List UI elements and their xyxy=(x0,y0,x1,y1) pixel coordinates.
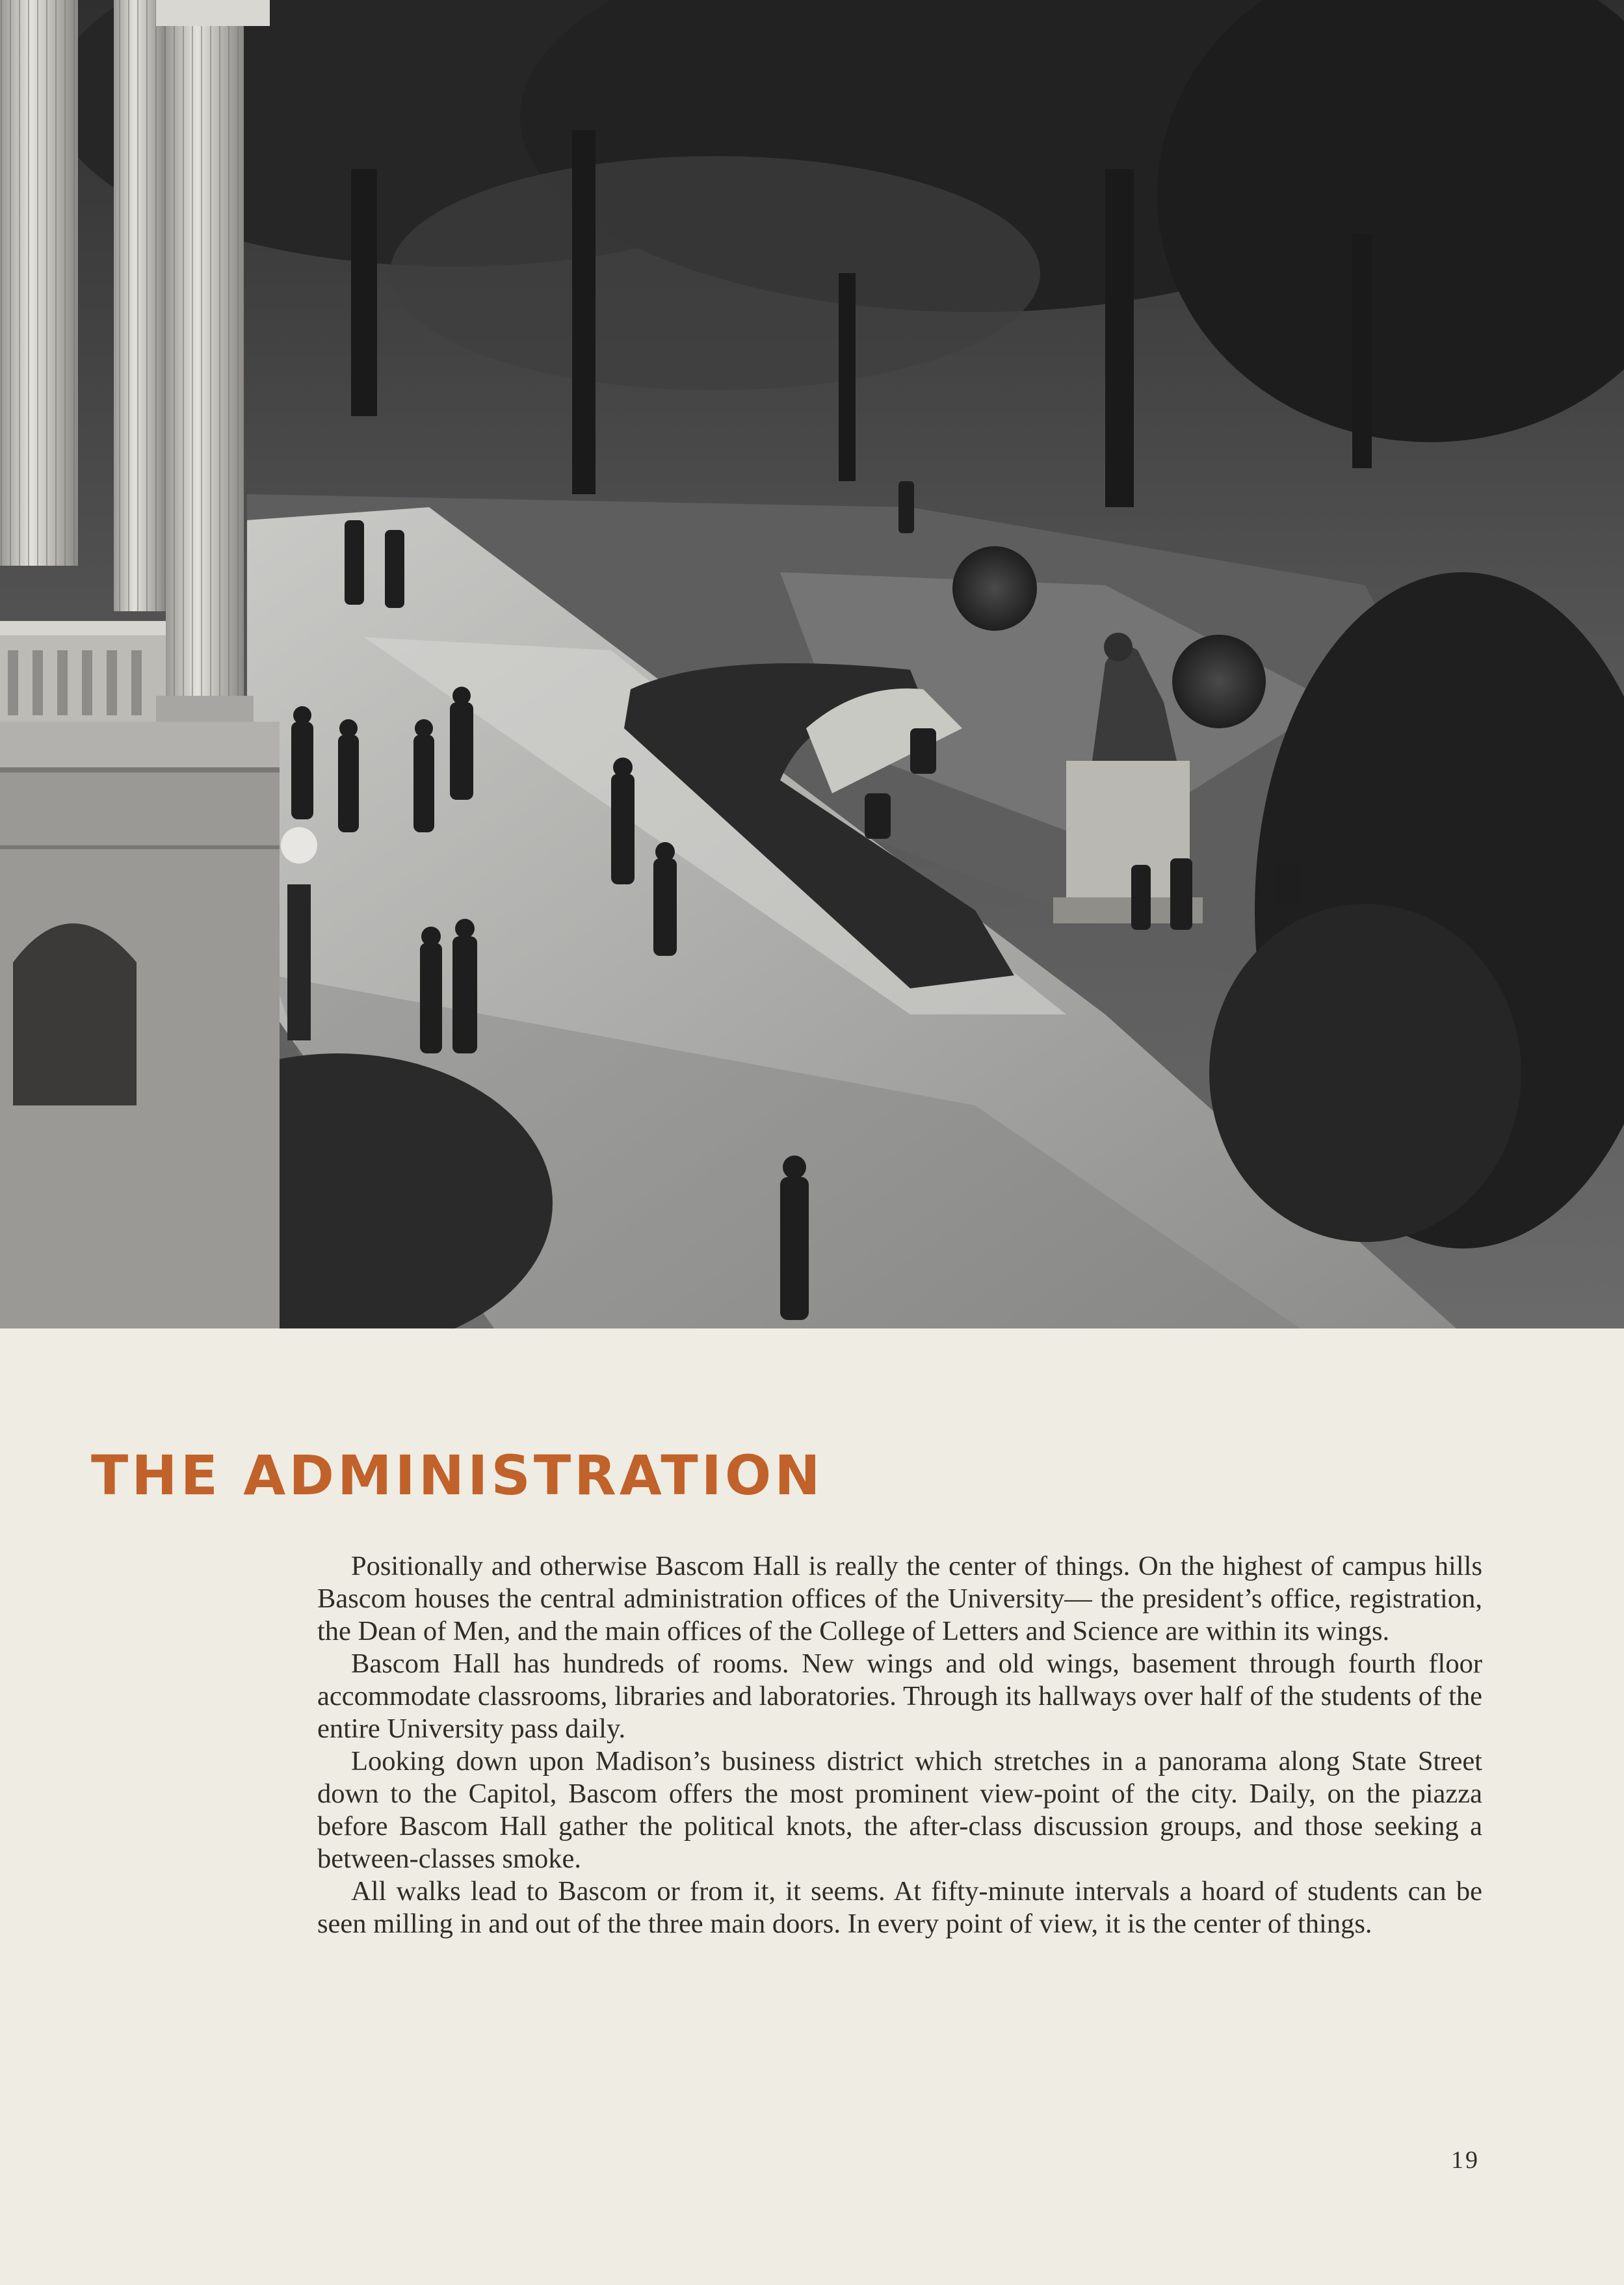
paragraph: All walks lead to Bascom or from it, it seems. At fifty-minute intervals a hoard of students can be seen milling in and out of the three main doors. In every point of view, it is the center of things. xyxy=(317,1876,1482,1939)
paragraph: Positionally and otherwise Bascom Hall is really the center of things. On the highest of campus hills Bascom houses the central administration offices of the University— the president’s office, registration, the Dean of Men, and the main offices of the College of Letters and Science are within its wings. xyxy=(317,1551,1482,1646)
page-number: 19 xyxy=(1451,2146,1480,2174)
article-body xyxy=(317,1550,1482,1940)
page-title: THE ADMINISTRATION xyxy=(91,1444,824,1507)
paragraph: Bascom Hall has hundreds of rooms. New wings and old wings, basement through fourth floor accommodate classrooms, libraries and laboratories. Through its hallways over half of the students of the entire University pass daily. xyxy=(317,1648,1482,1744)
paragraph: Looking down upon Madison’s business district which stretches in a panorama along State Street down to the Capitol, Bascom offers the most prominent view-point of the city. Daily, on the piazza before Bascom Hall gather the political knots, the after-class discussion groups, and those seeking a between-classes smoke. xyxy=(317,1746,1482,1874)
